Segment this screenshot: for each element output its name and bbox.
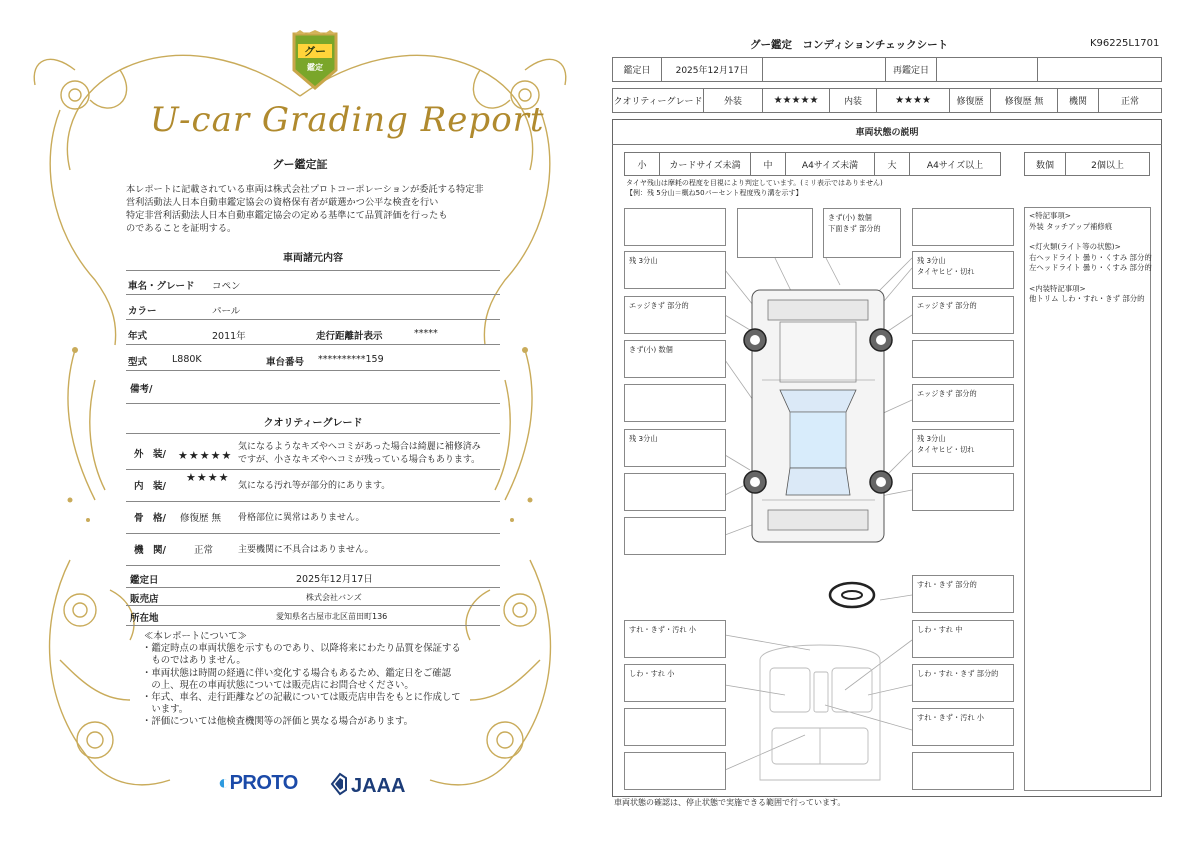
tire-note-line: タイヤ残山は摩耗の程度を目視により判定しています。(ミリ表示ではありません) — [626, 179, 883, 187]
ext-box-text: きず(小) 数個 — [828, 213, 872, 222]
legend-large-desc: A4サイズ以上 — [909, 152, 1001, 176]
ext-box-top-mid — [823, 208, 901, 258]
int-box-text: すれ・きず・汚れ 小 — [917, 713, 984, 722]
int-box-text: しわ・すれ 小 — [629, 669, 675, 678]
quality-int-label: 内 装/ — [134, 481, 166, 492]
spec-chassis-value: **********159 — [318, 354, 384, 365]
quality-row-frame — [126, 502, 500, 534]
spec-year-label: 年式 — [128, 331, 148, 342]
report-notes — [140, 631, 500, 729]
info-row-address — [126, 606, 500, 626]
int-box-right-4 — [912, 752, 1014, 790]
legend-small: 小 — [624, 152, 660, 176]
jaaa-logo-text: JAAA — [351, 775, 406, 797]
spec-remarks-label: 備考/ — [130, 384, 153, 395]
quality-int-desc: 気になる汚れ等が部分的にあります。 — [238, 481, 391, 491]
lights-line: 右ヘッドライト 曇り・くすみ 部分的 — [1029, 252, 1152, 262]
cert-line: のであることを証明する。 — [126, 223, 237, 234]
quality-ext-stars: ★★★★★ — [178, 449, 233, 462]
ext-box-left-3 — [624, 296, 726, 334]
note-line: います。 — [142, 704, 189, 716]
notes-title: ≪本レポートについて≫ — [144, 631, 247, 642]
int-box-right-3 — [912, 708, 1014, 746]
ext-box-left-1 — [624, 208, 726, 246]
tire-note-line: 【例：残 5分山＝概ね50パーセント程度残り溝を示す】 — [626, 188, 803, 197]
int-box-text: しわ・すれ・きず 部分的 — [917, 669, 999, 678]
ext-box-text: 残 3分山 — [917, 256, 946, 265]
int-box-right-2 — [912, 664, 1014, 702]
spec-row-color — [126, 296, 500, 320]
ext-box-text: タイヤヒビ・切れ — [917, 267, 975, 276]
spec-name-value: コペン — [212, 281, 241, 292]
footer-note: 車両状態の確認は、停止状態で実施できる範囲で行っています。 — [614, 798, 846, 807]
info-address-value: 愛知県名古屋市北区苗田町136 — [276, 612, 388, 621]
ext-box-left-2 — [624, 251, 726, 289]
quality-engine-value: 正常 — [194, 545, 214, 556]
condition-check-sheet — [600, 0, 1200, 848]
row1-reappraisal-label: 再鑑定日 — [885, 57, 937, 82]
ext-box-right-2 — [912, 251, 1014, 289]
lights-title: <灯火類(ライト等の状態)> — [1029, 242, 1121, 251]
cert-line: 特定非営利活動法人日本自動車鑑定協会の定める基準にて品質評価を行ったも — [126, 210, 448, 221]
ext-box-text: エッジきず 部分的 — [629, 301, 689, 310]
ext-box-left-7 — [624, 473, 726, 511]
quality-engine-desc: 主要機関に不具合はありません。 — [238, 545, 374, 555]
note-line: ・車両状態は時間の経過に伴い変化する場合もあるため、鑑定日をご確認 — [142, 667, 452, 679]
ext-box-right-6 — [912, 429, 1014, 467]
cert-line: 営利活動法人日本自動車鑑定協会の資格保有者が厳選かつ公平な検査を行い — [126, 197, 439, 208]
info-address-label: 所在地 — [130, 613, 159, 624]
note-line: の上、現在の車両状態については販売店にお問合せください。 — [142, 679, 414, 691]
ext-box-text: 残 3分山 — [629, 256, 658, 265]
ext-box-right-1 — [912, 208, 1014, 246]
quality-ext-label: 外 装/ — [134, 449, 166, 460]
spec-title: 車両諸元内容 — [126, 249, 500, 271]
ext-box-left-4 — [624, 340, 726, 378]
spec-model-value: L880K — [172, 354, 202, 365]
spec-model-label: 型式 — [128, 357, 148, 368]
ext-box-right-4 — [912, 340, 1014, 378]
row2-repair-label: 修復歴 — [949, 88, 991, 113]
int-box-right-1 — [912, 620, 1014, 658]
int-box-left-1 — [624, 620, 726, 658]
legend-large: 大 — [874, 152, 910, 176]
lights-line: 左ヘッドライト 曇り・くすみ 部分的 — [1029, 263, 1152, 272]
special-title: <特記事項> — [1029, 211, 1071, 220]
info-date-label: 鑑定日 — [130, 575, 159, 586]
special-notes — [1024, 207, 1151, 791]
spec-row-model — [126, 347, 500, 371]
quality-row-exterior — [126, 436, 500, 470]
proto-logo-text: PROTO — [229, 772, 298, 794]
interior-layout — [760, 645, 880, 780]
ext-box-right-5 — [912, 384, 1014, 422]
quality-frame-label: 骨 格/ — [134, 513, 166, 524]
interior-notes-title: <内装特記事項> — [1029, 283, 1086, 293]
int-box-steering — [912, 575, 1014, 613]
row2-ext-label: 外装 — [703, 88, 763, 113]
row2-engine-value: 正常 — [1098, 88, 1162, 113]
row2-int-label: 内装 — [829, 88, 877, 113]
legend-count-desc: 2個以上 — [1065, 152, 1150, 176]
quality-row-engine — [126, 534, 500, 566]
int-box-text: すれ・きず・汚れ 小 — [629, 625, 696, 634]
certificate-text — [126, 183, 498, 235]
ext-box-top-left — [737, 208, 813, 258]
svg-text:グー: グー — [304, 45, 326, 58]
note-line: ・鑑定時点の車両状態を示すものであり、以降将来にわたり品質を保証する — [142, 643, 461, 655]
row2-grade-label: クオリティーグレード — [612, 88, 704, 113]
row2-int-stars: ★★★★ — [876, 88, 950, 113]
int-box-text: しわ・すれ 中 — [917, 625, 963, 634]
ext-box-text: 残 3分山 — [629, 434, 658, 443]
spec-chassis-label: 車台番号 — [266, 357, 305, 368]
spec-color-value: パール — [212, 306, 241, 317]
int-box-left-2 — [624, 664, 726, 702]
spec-mileage-value: ***** — [414, 328, 438, 339]
legend-medium-desc: A4サイズ未満 — [785, 152, 875, 176]
ext-box-text: エッジきず 部分的 — [917, 301, 977, 310]
certificate-title: グー鑑定証 — [272, 158, 328, 171]
spec-year-value: 2011年 — [212, 331, 246, 342]
info-row-dealer — [126, 588, 500, 606]
ext-box-right-7 — [912, 473, 1014, 511]
spec-row-remarks — [126, 374, 500, 404]
info-dealer-value: 株式会社バンズ — [306, 593, 362, 602]
legend-small-desc: カードサイズ未満 — [659, 152, 751, 176]
sheet-title: グー鑑定 コンディションチェックシート — [750, 39, 949, 51]
steering-wheel-icon — [830, 583, 874, 607]
interior-notes-line: 他トリム しわ・すれ・きず 部分的 — [1029, 294, 1145, 303]
note-line: ・年式、車名、走行距離などの記載については販売店申告をもとに作成して — [142, 692, 461, 704]
spec-name-label: 車名・グレード — [128, 281, 195, 292]
spec-mileage-label: 走行距離計表示 — [316, 331, 383, 342]
ext-box-right-3 — [912, 296, 1014, 334]
legend-medium: 中 — [750, 152, 786, 176]
quality-title: クオリティーグレード — [126, 410, 500, 434]
proto-logo-icon: ◐ — [218, 772, 230, 794]
info-dealer-label: 販売店 — [130, 594, 159, 605]
ext-box-text: タイヤヒビ・切れ — [917, 445, 975, 454]
quality-ext-desc-2: ですが、小さなキズやヘコミが残っている場合もあります。 — [238, 455, 481, 465]
note-line: ものではありません。 — [142, 655, 246, 667]
sheet-id: K96225L1701 — [1090, 38, 1160, 49]
ext-box-left-8 — [624, 517, 726, 555]
special-line: 外装 タッチアップ補修痕 — [1029, 221, 1113, 231]
row1-date-label: 鑑定日 — [612, 57, 662, 82]
row2-ext-stars: ★★★★★ — [762, 88, 830, 113]
legend-count: 数個 — [1024, 152, 1066, 176]
int-box-left-4 — [624, 752, 726, 790]
ext-box-text: エッジきず 部分的 — [917, 389, 977, 398]
note-line: ・評価については他検査機関等の評価と異なる場合があります。 — [142, 716, 413, 728]
section-title: 車両状態の説明 — [612, 119, 1162, 145]
ext-box-left-5 — [624, 384, 726, 422]
quality-row-interior — [126, 470, 500, 502]
cert-line: 本レポートに記載されている車両は株式会社プロトコーポレーションが委託する特定非 — [126, 184, 484, 195]
row2-engine-label: 機関 — [1057, 88, 1099, 113]
quality-engine-label: 機 関/ — [134, 545, 166, 556]
spec-row-name — [126, 271, 500, 295]
info-row-date — [126, 566, 500, 588]
ext-box-text: 残 3分山 — [917, 434, 946, 443]
quality-frame-desc: 骨格部位に異常はありません。 — [238, 513, 365, 523]
int-box-text: すれ・きず 部分的 — [917, 580, 977, 589]
jaaa-logo — [330, 772, 405, 798]
quality-frame-value: 修復歴 無 — [180, 513, 222, 524]
int-box-left-3 — [624, 708, 726, 746]
jaaa-logo-icon — [330, 772, 348, 796]
svg-text:鑑定: 鑑定 — [307, 63, 323, 72]
quality-ext-desc-1: 気になるようなキズやヘコミがあった場合は綺麗に補修済み — [238, 442, 481, 452]
car-top-view — [752, 290, 884, 542]
ext-box-text: 下面きず 部分的 — [828, 224, 881, 233]
quality-int-stars: ★★★★ — [186, 471, 230, 484]
row2-repair-value: 修復歴 無 — [990, 88, 1058, 113]
spec-row-year — [126, 321, 500, 345]
proto-logo — [218, 772, 298, 795]
ext-box-text: きず(小) 数個 — [629, 345, 673, 354]
report-title: U-car Grading Report — [150, 100, 545, 140]
row1-date-value: 2025年12月17日 — [661, 57, 763, 82]
goo-appraisal-badge-icon — [286, 30, 344, 92]
spec-color-label: カラー — [128, 306, 157, 317]
info-date-value: 2025年12月17日 — [296, 574, 373, 585]
ext-box-left-6 — [624, 429, 726, 467]
